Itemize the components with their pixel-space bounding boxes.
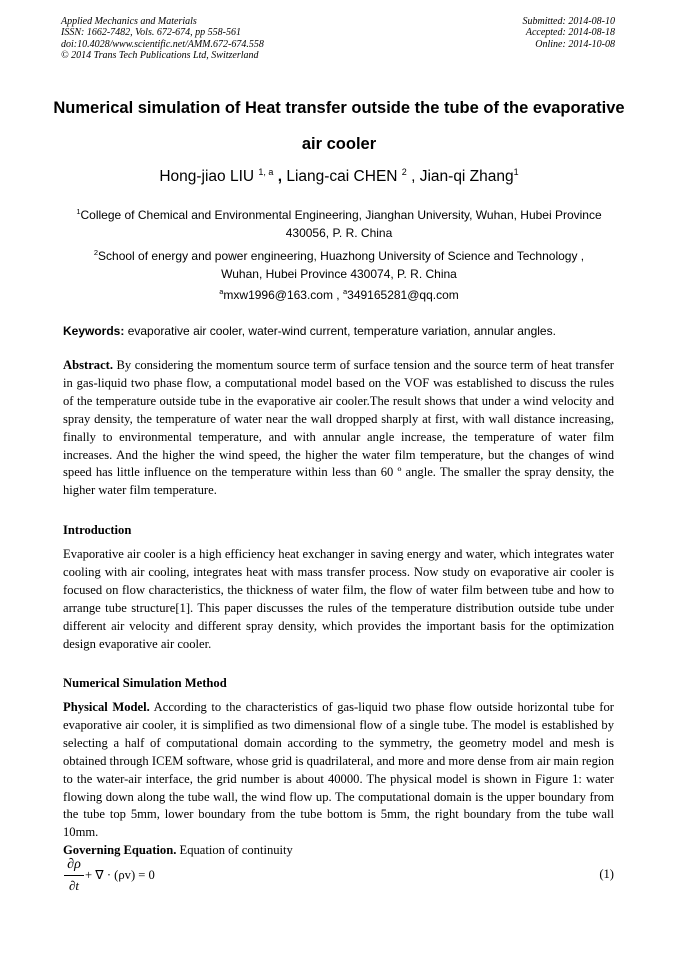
affiliation-1 xyxy=(60,203,618,242)
keywords xyxy=(63,324,623,338)
author-3-sup: 1 xyxy=(513,167,519,177)
email-1: mxw1996@163.com , xyxy=(223,288,343,302)
physical-model-label: Physical Model. xyxy=(63,700,150,714)
online-date: Online: 2014-10-08 xyxy=(535,38,615,50)
equation-denominator: ∂t xyxy=(68,878,80,893)
author-1-name: Hong-jiao LIU xyxy=(159,168,259,186)
journal-info xyxy=(61,16,264,61)
abstract-label: Abstract. xyxy=(63,358,114,372)
email-2: 349165281@qq.com xyxy=(347,288,459,302)
physical-model-text: According to the characteristics of gas-liquid two phase flow outside horizontal tube for evaporative air cooler, it is simplified as two dimensional flow of a single tube. The model is established by selecting a half of computational domain according to the symmetry, the geometry model and mesh is obtained through ICEM software, whose grid is quadrilateral, and more and more dense from air main region to the water-air interface, the grid number is about 40000. The physical model is shown in Figure 1: water flowing down along the tube wall, the wind flow up. The computational domain is the upper boundary from the tube top 5mm, lower boundary from the tube bottom is 5mm, the right boundary from the tube wall 10mm. xyxy=(63,700,614,840)
affiliation-2-line-2: Wuhan, Hubei Province 430074, P. R. China xyxy=(221,267,457,281)
equation-body: + ∇ · (ρv) = 0 xyxy=(85,868,155,882)
author-3-name: Jian-qi Zhang xyxy=(419,168,514,186)
author-separator: , xyxy=(406,168,420,186)
submitted-date: Submitted: 2014-08-10 xyxy=(522,16,615,27)
dates-info xyxy=(523,16,616,50)
equation-numerator: ∂ρ xyxy=(67,857,81,872)
accepted-date: Accepted: 2014-08-18 xyxy=(525,27,615,39)
governing-equation-label: Governing Equation. xyxy=(63,843,177,857)
affiliation-1-line-2: 430056, P. R. China xyxy=(285,226,393,240)
email-line xyxy=(60,287,618,302)
keywords-text: evaporative air cooler, water-wind current, temperature variation, annular angles. xyxy=(124,324,556,338)
affiliation-1-sup: 1 xyxy=(76,207,81,216)
journal-name: Applied Mechanics and Materials xyxy=(61,16,197,27)
affiliation-2-line-1: School of energy and power engineering, Huazhong University of Science and Technology , xyxy=(98,249,585,263)
introduction-heading: Introduction xyxy=(63,523,132,537)
continuity-equation xyxy=(63,857,614,897)
issn-line: ISSN: 1662-7482, Vols. 672-674, pp 558-561 xyxy=(61,27,241,39)
author-2-name: Liang-cai CHEN xyxy=(286,168,402,186)
keywords-label: Keywords: xyxy=(63,324,125,338)
doi-line: doi:10.4028/www.scientific.net/AMM.672-674.558 xyxy=(61,38,264,50)
affiliation-2-sup: 2 xyxy=(93,248,99,257)
email-1-sup: a xyxy=(219,287,224,296)
title-line-1: Numerical simulation of Heat transfer outside the tube of the evaporative xyxy=(53,99,625,117)
affiliation-2 xyxy=(60,244,618,283)
physical-model-paragraph xyxy=(63,699,614,842)
abstract-text: By considering the momentum source term of surface tension and the source term of heat transfer in gas-liquid two phase flow, a computational model based on the VOF was established to discuss the rules of the temperature outside tube in the evaporative air cooler.The result shows that under a wind velocity and spray density, the temperature of water near the wall dropped sharply at first, with wall distance increasing, finally to environmental temperature, and with annular angle increase, the temperature of water film increases. And the higher the wind speed, the higher the water film temperature, but the changes of wind speed has little influence on the temperature within less than 60 º angle. The smaller the spray density, the higher water film temperature. xyxy=(63,358,614,498)
method-heading: Numerical Simulation Method xyxy=(63,676,227,690)
fraction-bar xyxy=(64,875,84,876)
author-2-sup: 2 xyxy=(401,167,407,177)
author-1-sup: 1, a xyxy=(258,167,274,177)
abstract xyxy=(63,357,614,500)
paper-title xyxy=(40,90,638,162)
copyright-line: © 2014 Trans Tech Publications Ltd, Switzerland xyxy=(61,49,259,61)
title-line-2: air cooler xyxy=(301,135,377,153)
introduction-text: Evaporative air cooler is a high efficiency heat exchanger in saving energy and water, which integrates water cooling with air cooling, integrates heat with mass transfer process. Now study on evaporative air cooler is focused on flow characteristics, the thickness of water film, the flow of water film between tube and how to arrange tube structure[1]. This paper discusses the rules of the temperature distribution outside tube under different air velocity and different spray density, which provides the important basis for the optimization design evaporative air cooler. xyxy=(63,547,614,651)
governing-equation-text: Equation of continuity xyxy=(176,843,293,857)
equation-number: (1) xyxy=(599,867,614,881)
affiliation-1-line-1: College of Chemical and Environmental Engineering, Jianghan University, Wuhan, Hubei Province xyxy=(80,208,602,222)
author-list xyxy=(40,167,638,186)
equation-fraction xyxy=(63,857,85,894)
author-separator: , xyxy=(273,168,287,186)
email-2-sup: a xyxy=(342,287,348,296)
